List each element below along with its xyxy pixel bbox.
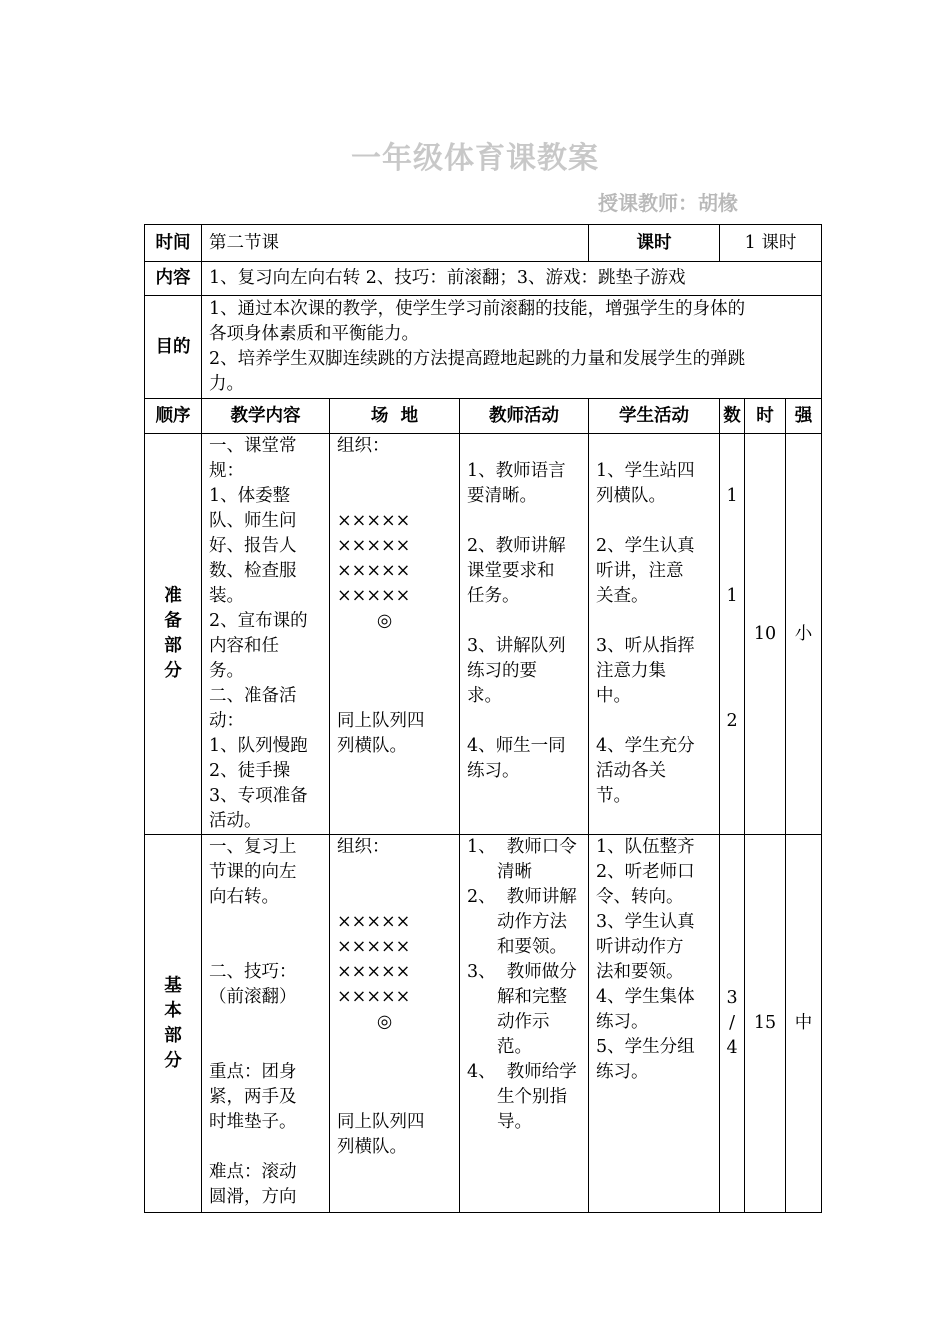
text-line: 节。 bbox=[596, 786, 632, 806]
text-line: ××××× bbox=[337, 987, 411, 1007]
goal-line: 1、通过本次课的教学，使学生学习前滚翻的技能，增强学生的身体的 bbox=[209, 299, 746, 319]
basic-content bbox=[202, 835, 330, 1213]
text-line: 2、宣布课的 bbox=[209, 611, 308, 631]
text-line bbox=[596, 509, 712, 534]
text-line: 练习。 bbox=[596, 1062, 649, 1082]
text-line: 听讲，注意 bbox=[596, 561, 684, 581]
text-line: 紧，两手及 bbox=[209, 1087, 297, 1107]
text-line: ××××× bbox=[337, 561, 411, 581]
period-value: 1 课时 bbox=[720, 225, 822, 262]
text-line bbox=[467, 434, 581, 459]
text-line: 二、准备活 bbox=[209, 686, 297, 706]
text-line bbox=[209, 1135, 322, 1160]
goal-value bbox=[202, 296, 822, 399]
text-line bbox=[337, 1085, 452, 1110]
header-venue: 场 地 bbox=[330, 399, 460, 434]
section-char: 本 bbox=[164, 1000, 182, 1021]
text-line: 任务。 bbox=[467, 586, 520, 606]
time-label: 时间 bbox=[145, 225, 202, 262]
text-line: 练习。 bbox=[467, 761, 520, 781]
teacher-name: 授课教师：胡椽 bbox=[598, 191, 738, 215]
text-line: 同上队列四 bbox=[337, 1112, 425, 1132]
text-line: 2、学生认真 bbox=[596, 536, 695, 556]
text-line bbox=[467, 509, 581, 534]
text-line bbox=[596, 434, 712, 459]
text-line: ××××× bbox=[337, 962, 411, 982]
text-line: 重点：团身 bbox=[209, 1062, 297, 1082]
lesson-plan-table bbox=[144, 224, 822, 1213]
text-line: 中。 bbox=[596, 686, 632, 706]
row-goal bbox=[145, 296, 822, 399]
text-line: ××××× bbox=[337, 586, 411, 606]
section-char: 备 bbox=[164, 611, 182, 631]
text-line: 练习的要 bbox=[467, 661, 537, 681]
text-line: 解和完整 bbox=[497, 987, 567, 1007]
row-headers bbox=[145, 399, 822, 434]
text-line: 5、学生分组 bbox=[596, 1037, 695, 1057]
text-line: 动作示 bbox=[497, 1012, 550, 1032]
row-basic bbox=[145, 835, 822, 1213]
section-char: 准 bbox=[164, 586, 182, 606]
text-line: 同上队列四 bbox=[337, 711, 425, 731]
goal-label: 目的 bbox=[145, 296, 202, 399]
text-line: （前滚翻） bbox=[209, 987, 297, 1007]
text-line: 导。 bbox=[497, 1112, 532, 1132]
text-line: 动作方法 bbox=[497, 912, 567, 932]
header-teacher: 教师活动 bbox=[460, 399, 589, 434]
text-line: / bbox=[729, 1013, 735, 1033]
text-line: 生个别指 bbox=[497, 1087, 567, 1107]
text-line: 范。 bbox=[497, 1037, 532, 1057]
text-line bbox=[720, 434, 744, 459]
basic-time: 15 bbox=[745, 835, 786, 1213]
text-line: 1、体委整 bbox=[209, 486, 291, 506]
section-char: 部 bbox=[164, 636, 182, 656]
text-line bbox=[720, 559, 744, 584]
text-line bbox=[720, 634, 744, 659]
text-line: ××××× bbox=[337, 536, 411, 556]
text-line: 时堆垫子。 bbox=[209, 1112, 297, 1132]
header-intensity: 强 bbox=[786, 399, 822, 434]
basic-section-label bbox=[145, 835, 202, 1213]
section-char: 基 bbox=[164, 975, 182, 996]
text-line bbox=[467, 709, 581, 734]
section-char: 部 bbox=[164, 1025, 182, 1046]
text-line: 组织： bbox=[337, 837, 390, 857]
text-line: 2 bbox=[726, 711, 738, 731]
text-line: 列横队。 bbox=[337, 1137, 407, 1157]
text-line bbox=[720, 684, 744, 709]
text-line: 难点：滚动 bbox=[209, 1162, 297, 1182]
period-label: 课时 bbox=[589, 225, 720, 262]
content-label: 内容 bbox=[145, 262, 202, 296]
text-line bbox=[337, 659, 452, 684]
prep-intensity: 小 bbox=[786, 434, 822, 835]
section-char: 分 bbox=[164, 661, 182, 681]
text-line: 1、队列慢跑 bbox=[209, 736, 308, 756]
text-line: 求。 bbox=[467, 686, 502, 706]
basic-teacher-activity bbox=[460, 835, 589, 1213]
text-line: ××××× bbox=[337, 511, 411, 531]
text-line bbox=[337, 1035, 452, 1060]
text-line: 一、复习上 bbox=[209, 837, 297, 857]
header-student: 学生活动 bbox=[589, 399, 720, 434]
text-line: 二、技巧： bbox=[209, 962, 297, 982]
text-line: 3、学生认真 bbox=[596, 912, 695, 932]
text-line: 活动各关 bbox=[596, 761, 667, 781]
basic-venue bbox=[330, 835, 460, 1213]
text-line bbox=[720, 609, 744, 634]
text-line bbox=[209, 935, 322, 960]
text-line: ◎ bbox=[376, 1012, 393, 1032]
text-line: ××××× bbox=[337, 937, 411, 957]
text-line bbox=[209, 1035, 322, 1060]
text-line: 2、听老师口 bbox=[596, 862, 695, 882]
text-line: 清晰 bbox=[497, 862, 532, 882]
text-line: 规： bbox=[209, 461, 244, 481]
text-line bbox=[720, 509, 744, 534]
text-line: 动： bbox=[209, 711, 244, 731]
section-char: 分 bbox=[164, 1050, 182, 1071]
text-line: 2、教师讲解 bbox=[467, 536, 566, 556]
text-line bbox=[209, 1010, 322, 1035]
text-line: 3、讲解队列 bbox=[467, 636, 566, 656]
text-line bbox=[467, 609, 581, 634]
text-line: 3、专项准备 bbox=[209, 786, 308, 806]
text-line: 2、徒手操 bbox=[209, 761, 291, 781]
text-line: ◎ bbox=[376, 611, 393, 631]
text-line: 4、 教师给学 bbox=[467, 1062, 577, 1082]
text-line: 3、 教师做分 bbox=[467, 962, 577, 982]
prep-section-label bbox=[145, 434, 202, 835]
text-line: 4、学生集体 bbox=[596, 987, 695, 1007]
text-line: 圆滑，方向 bbox=[209, 1187, 297, 1207]
text-line bbox=[720, 534, 744, 559]
text-line: ××××× bbox=[337, 912, 411, 932]
text-line: 数、检查服 bbox=[209, 561, 297, 581]
text-line: 组织： bbox=[337, 436, 390, 456]
text-line: 内容和任 bbox=[209, 636, 279, 656]
text-line bbox=[337, 860, 452, 885]
text-line bbox=[720, 459, 744, 484]
prep-venue bbox=[330, 434, 460, 835]
text-line: 关查。 bbox=[596, 586, 649, 606]
goal-line: 2、培养学生双脚连续跳的方法提高蹬地起跳的力量和发展学生的弹跳 bbox=[209, 349, 746, 369]
text-line: 列横队。 bbox=[337, 736, 407, 756]
text-line bbox=[337, 634, 452, 659]
text-line: 4 bbox=[726, 1038, 738, 1058]
text-line: 装。 bbox=[209, 586, 244, 606]
prep-time: 10 bbox=[745, 434, 786, 835]
text-line: 4、师生一同 bbox=[467, 736, 566, 756]
text-line: 列横队。 bbox=[596, 486, 667, 506]
text-line: 法和要领。 bbox=[596, 962, 684, 982]
goal-line: 各项身体素质和平衡能力。 bbox=[209, 324, 419, 344]
text-line: 务。 bbox=[209, 661, 244, 681]
content-value: 1、复习向左向右转 2、技巧：前滚翻；3、游戏：跳垫子游戏 bbox=[202, 262, 822, 296]
text-line: 练习。 bbox=[596, 1012, 649, 1032]
row-time bbox=[145, 225, 822, 262]
text-line bbox=[337, 684, 452, 709]
text-line bbox=[596, 709, 712, 734]
header-count: 数 bbox=[720, 399, 745, 434]
time-value: 第二节课 bbox=[202, 225, 589, 262]
text-line: 向右转。 bbox=[209, 887, 279, 907]
text-line: 1 bbox=[726, 586, 738, 606]
text-line: 队、师生问 bbox=[209, 511, 297, 531]
text-line: 1、教师语言 bbox=[467, 461, 566, 481]
page-title: 一年级体育课教案 bbox=[351, 141, 599, 176]
text-line: 2、 教师讲解 bbox=[467, 887, 577, 907]
basic-count bbox=[720, 835, 745, 1213]
text-line bbox=[337, 484, 452, 509]
text-line: 节课的向左 bbox=[209, 862, 297, 882]
text-line bbox=[596, 609, 712, 634]
header-order: 顺序 bbox=[145, 399, 202, 434]
text-line: 活动。 bbox=[209, 811, 262, 831]
text-line: 听讲动作方 bbox=[596, 937, 684, 957]
text-line: 一、课堂常 bbox=[209, 436, 297, 456]
text-line: 课堂要求和 bbox=[467, 561, 555, 581]
text-line: 要清晰。 bbox=[467, 486, 537, 506]
text-line bbox=[337, 459, 452, 484]
text-line: 注意力集 bbox=[596, 661, 667, 681]
text-line: 3、听从指挥 bbox=[596, 636, 695, 656]
text-line bbox=[337, 1060, 452, 1085]
text-line: 好、报告人 bbox=[209, 536, 297, 556]
prep-teacher-activity bbox=[460, 434, 589, 835]
text-line: 3 bbox=[726, 988, 738, 1008]
text-line: 1、队伍整齐 bbox=[596, 837, 695, 857]
text-line bbox=[209, 910, 322, 935]
basic-intensity: 中 bbox=[786, 835, 822, 1213]
prep-content bbox=[202, 434, 330, 835]
text-line: 4、学生充分 bbox=[596, 736, 695, 756]
row-prep bbox=[145, 434, 822, 835]
text-line: 1、 教师口令 bbox=[467, 837, 577, 857]
prep-count bbox=[720, 434, 745, 835]
header-time: 时 bbox=[745, 399, 786, 434]
text-line: 1 bbox=[726, 486, 738, 506]
prep-student-activity bbox=[589, 434, 720, 835]
basic-student-activity bbox=[589, 835, 720, 1213]
row-content bbox=[145, 262, 822, 296]
text-line: 1、学生站四 bbox=[596, 461, 695, 481]
text-line: 令、转向。 bbox=[596, 887, 684, 907]
text-line: 和要领。 bbox=[497, 937, 567, 957]
header-content: 教学内容 bbox=[202, 399, 330, 434]
goal-line: 力。 bbox=[209, 374, 244, 394]
text-line bbox=[720, 659, 744, 684]
text-line bbox=[337, 885, 452, 910]
